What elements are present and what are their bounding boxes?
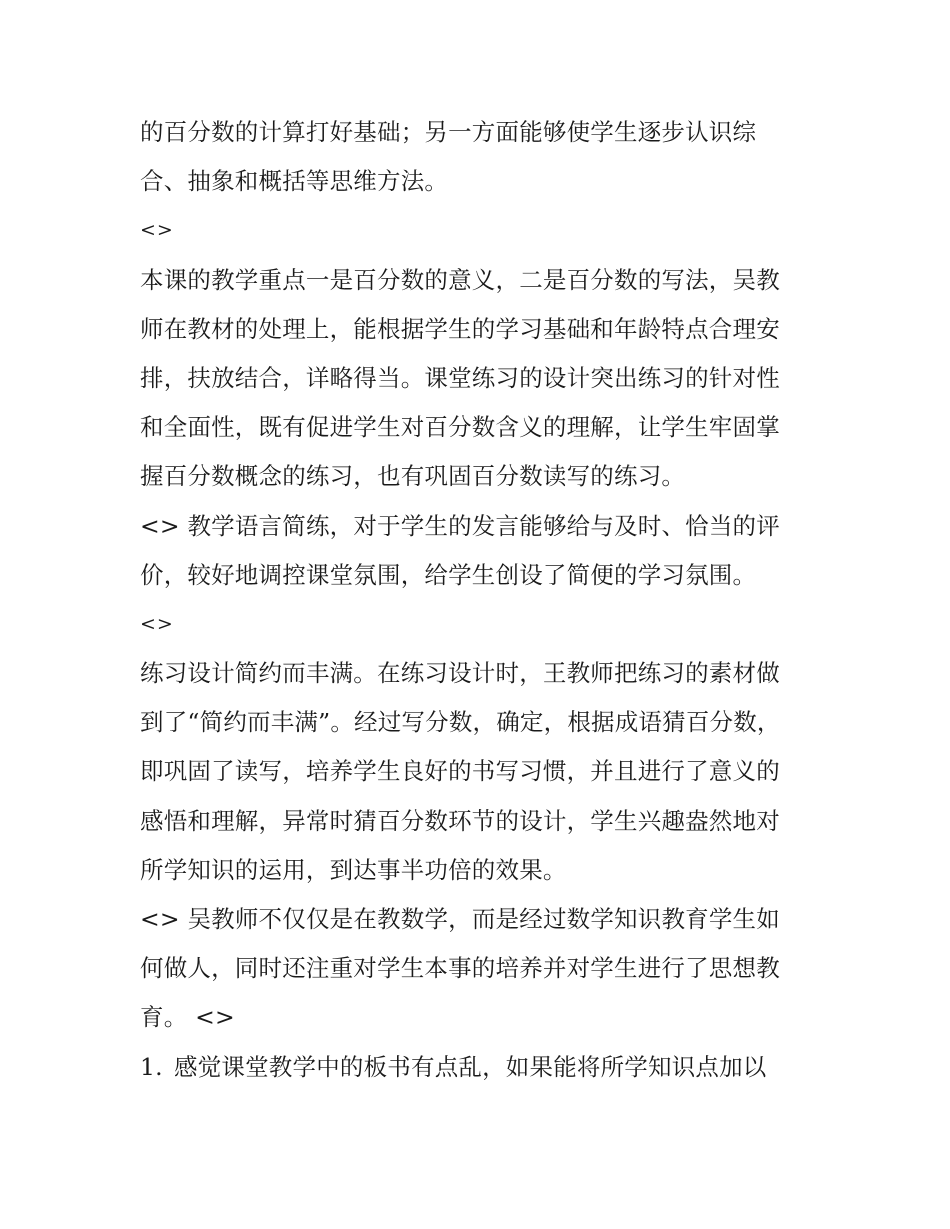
text-line: 价，较好地调控课堂氛围，给学生创设了简便的学习氛围。 bbox=[140, 560, 757, 589]
text-line: 握百分数概念的练习，也有巩固百分数读写的练习。 bbox=[140, 462, 686, 491]
text-line: <> 教学语言简练，对于学生的发言能够给与及时、恰当的评 bbox=[140, 511, 780, 540]
text-line: 的百分数的计算打好基础；另一方面能够使学生逐步认识综 bbox=[140, 118, 757, 146]
list-item bbox=[140, 1043, 820, 1092]
text-line: 师在教材的处理上，能根据学生的学习基础和年龄特点合理安 bbox=[140, 314, 780, 343]
text-line: 排，扶放结合，详略得当。课堂练习的设计突出练习的针对性 bbox=[140, 363, 780, 392]
text-line: 何做人，同时还注重对学生本事的培养并对学生进行了思想教 bbox=[140, 954, 780, 983]
text-line: <> 吴教师不仅仅是在教数学，而是经过数学知识教育学生如 bbox=[140, 905, 780, 933]
list-item-number: 1. bbox=[140, 1052, 163, 1081]
placeholder-marker: <> bbox=[140, 219, 174, 242]
placeholder-marker: <> bbox=[140, 612, 174, 635]
text-line: 本课的教学重点一是百分数的意义，二是百分数的写法，吴教 bbox=[140, 265, 780, 294]
text-line: 所学知识的运用，到达事半功倍的效果。 bbox=[140, 855, 567, 884]
list-item-text: 感觉课堂教学中的板书有点乱，如果能将所学知识点加以 bbox=[174, 1052, 767, 1081]
text-line: 育。 <> bbox=[140, 1003, 235, 1032]
text-line: 到了“简约而丰满”。经过写分数，确定，根据成语猜百分数， bbox=[140, 708, 781, 737]
text-line: 练习设计简约而丰满。在练习设计时，王教师把练习的素材做 bbox=[140, 659, 780, 688]
text-line: 合、抽象和概括等思维方法。 bbox=[140, 167, 449, 196]
text-line: 即巩固了读写，培养学生良好的书写习惯，并且进行了意义的 bbox=[140, 757, 780, 786]
text-line: 和全面性，既有促进学生对百分数含义的理解，让学生牢固掌 bbox=[140, 413, 780, 442]
document-body bbox=[140, 108, 820, 1092]
text-line: 感悟和理解，异常时猜百分数环节的设计，学生兴趣盎然地对 bbox=[140, 806, 780, 835]
